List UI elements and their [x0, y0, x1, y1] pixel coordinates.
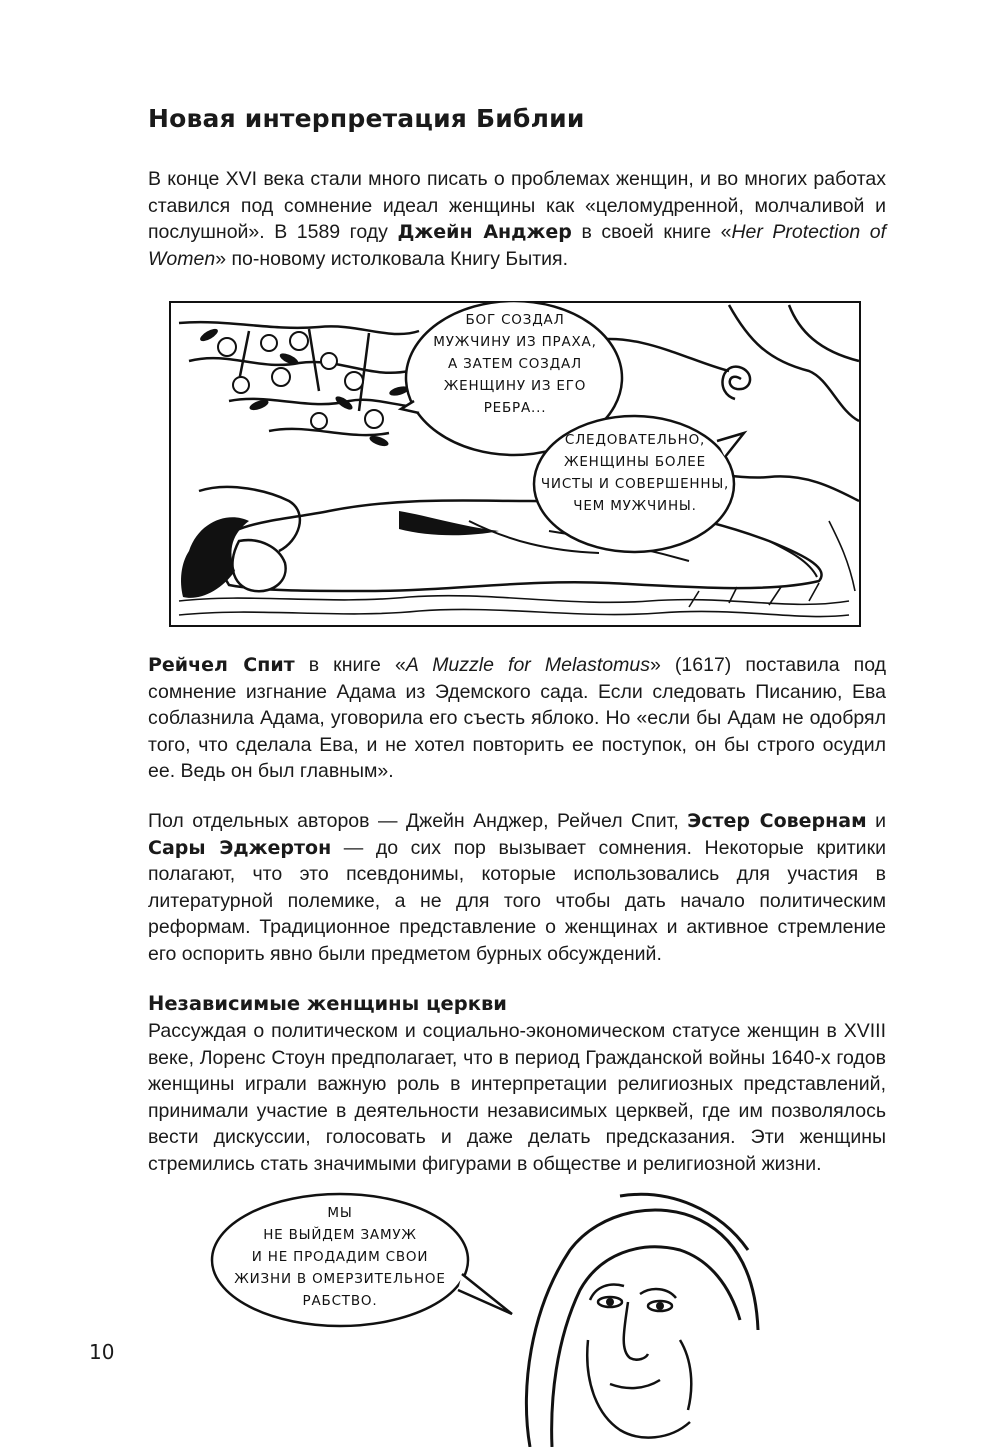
intro-text-2: в своей книге «	[571, 221, 732, 244]
page-number: 10	[89, 1340, 115, 1364]
speght-text-2: » (1617) поставила под сомнение изгнание Адама из Эдемского сада. Если следовать Писанию, Ева соблазнила Адама, уговорила его съесть яблоко. Но «если бы Адам не одобрял того, что сделала Ева, и не хотел повторить ее поступок, он бы строго осудил ее. Ведь он был главным».	[148, 654, 886, 783]
speech-bubble-creation: БОГ СОЗДАЛ МУЖЧИНУ ИЗ ПРАХА, А ЗАТЕМ СОЗДАЛ ЖЕНЩИНУ ИЗ ЕГО РЕБРА...	[433, 312, 597, 416]
authors-paragraph	[148, 808, 886, 968]
intro-paragraph	[148, 166, 886, 272]
intro-text-3: » по-новому истолковала Книгу Бытия.	[215, 247, 569, 270]
speech-bubble-conclusion: СЛЕДОВАТЕЛЬНО, ЖЕНЩИНЫ БОЛЕЕ ЧИСТЫ И СОВЕРШЕННЫ, ЧЕМ МУЖЧИНЫ.	[540, 432, 730, 514]
authors-text-1: Пол отдельных авторов — Джейн Анджер, Рейчел Спит,	[148, 810, 688, 832]
speght-author-name: Рейчел Спит	[148, 654, 295, 676]
authors-name-egerton: Сары Эджертон	[148, 836, 332, 859]
intro-book-title: Her Protection of Women	[148, 221, 886, 270]
speght-paragraph	[148, 652, 886, 785]
church-paragraph: Рассуждая о политическом и социально-экономическом статусе женщин в XVIII веке, Лоренс Стоун предполагает, что в период Гражданской войны 1640-х годов женщины играли важную роль в интерпретации религиозных представлений, принимали участие в деятельности независимых церквей, где им позволялось вести дискуссии, голосовать и даже делать предсказания. Эти женщины стремились стать значимыми фигурами в обществе и религиозной жизни.	[148, 1020, 886, 1175]
subsection-heading: Независимые женщины церкви	[148, 992, 507, 1015]
authors-text-2: и	[866, 810, 887, 832]
section-heading: Новая интерпретация Библии	[148, 104, 585, 133]
intro-text-1: В конце XVI века стали много писать о проблемах женщин, и во многих работах ставился под сомнение идеал женщины как «целомудренной, молчаливой и послушной». В 1589 году	[148, 168, 886, 244]
intro-author-name: Джейн Анджер	[397, 221, 572, 244]
comic-panel-nun	[200, 1190, 760, 1447]
comic-panel-eden	[169, 301, 861, 627]
speght-book-title: A Muzzle for Melastomus	[405, 654, 650, 676]
authors-name-sowernam: Эстер Совернам	[687, 810, 867, 832]
speech-bubble-marriage: МЫ НЕ ВЫЙДЕМ ЗАМУЖ И НЕ ПРОДАДИМ СВОИ ЖИЗНИ В ОМЕРЗИТЕЛЬНОЕ РАБСТВО.	[234, 1205, 446, 1309]
authors-text-3: — до сих пор вызывает сомнения. Некоторые критики полагают, что это псевдонимы, которые использовались для участия в литературной полемике, а не для того чтобы дать начало политическим реформам. Традиционное представление о женщинах и активное стремление его оспорить явно были предметом бурных обсуждений.	[148, 836, 886, 965]
speght-text-1: в книге «	[294, 654, 406, 676]
